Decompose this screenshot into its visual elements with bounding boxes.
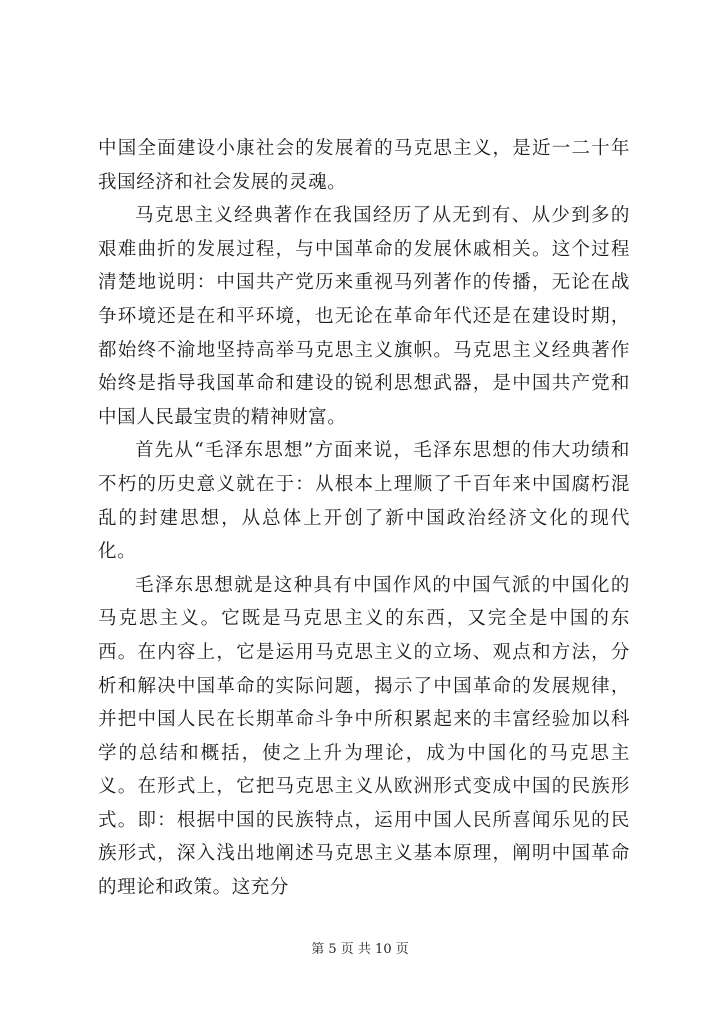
- paragraph-1: 中国全面建设小康社会的发展着的马克思主义，是近一二十年我国经济和社会发展的灵魂。: [98, 138, 630, 193]
- page-number-footer: 第 5 页 共 10 页: [311, 942, 409, 957]
- paragraph-2: 马克思主义经典著作在我国经历了从无到有、从少到多的艰难曲折的发展过程，与中国革命的发展休戚相关。这个过程清楚地说明：中国共产党历来重视马列著作的传播，无论在战争环境还是在和平环境，也无论在革命年代还是在建设时期，都始终不渝地坚持高举马克思主义旗帜。马克思主义经典著作始终是指导我国革命和建设的锐利思想武器，是中国共产党和中国人民最宝贵的精神财富。: [98, 205, 630, 428]
- document-body: [98, 132, 630, 905]
- paragraph-4: 毛泽东思想就是这种具有中国作风的中国气派的中国化的马克思主义。它既是马克思主义的东西，又完全是中国的东西。在内容上，它是运用马克思主义的立场、观点和方法，分析和解决中国革命的实际问题，揭示了中国革命的发展规律，并把中国人民在长期革命斗争中所积累起来的丰富经验加以科学的总结和概括，使之上升为理论，成为中国化的马克思主义。在形式上，它把马克思主义从欧洲形式变成中国的民族形式。即：根据中国的民族特点，运用中国人民所喜闻乐见的民族形式，深入浅出地阐述马克思主义基本原理，阐明中国革命的理论和政策。这充分: [98, 574, 630, 899]
- paragraph-3: 首先从“毛泽东思想”方面来说，毛泽东思想的伟大功绩和不朽的历史意义就在于：从根本上理顺了千百年来中国腐朽混乱的封建思想，从总体上开创了新中国政治经济文化的现代化。: [98, 440, 630, 563]
